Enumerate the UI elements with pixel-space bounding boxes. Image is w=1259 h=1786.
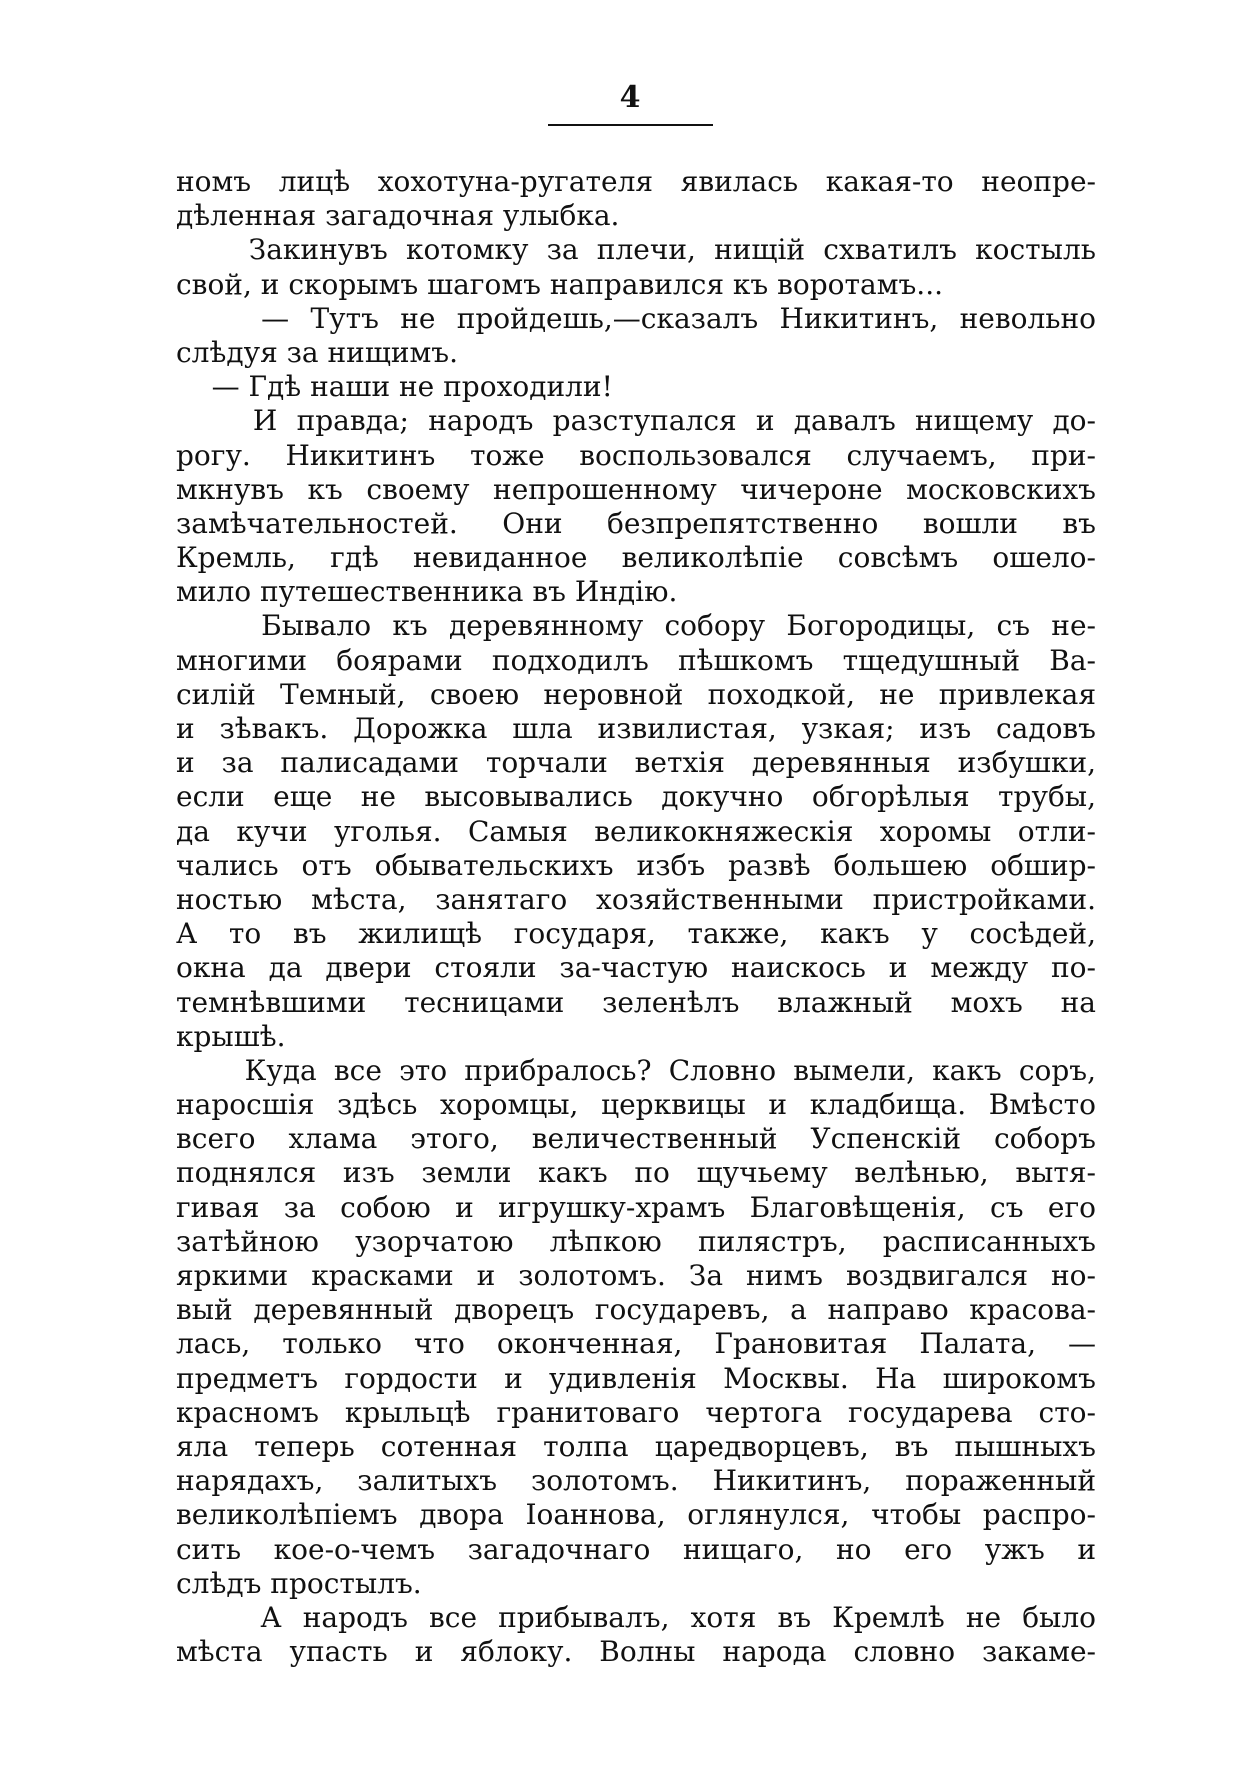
text-line: лась, только что оконченная, Грановитая Палата, — [176, 1327, 1096, 1361]
text-line: — Тутъ не пройдешь,—сказалъ Никитинъ, невольно [176, 301, 1096, 335]
page-number: 4 [619, 80, 641, 115]
text-line: крышѣ. [176, 1019, 286, 1053]
text-line: рогу. Никитинъ тоже воспользовался случаемъ, при- [176, 438, 1096, 472]
text-line: Кремль, гдѣ невиданное великолѣпіе совсѣмъ ошело- [176, 541, 1096, 575]
text-line: мкнувъ къ своему непрошенному чичероне московскихъ [176, 472, 1096, 506]
header-rule [548, 124, 713, 126]
text-line: поднялся изъ земли какъ по щучьему велѣнью, вытя- [176, 1156, 1096, 1190]
text-line: И правда; народъ разступался и давалъ нищему до- [176, 404, 1096, 438]
text-line: темнѣвшими тесницами зеленѣлъ влажный мохъ на [176, 985, 1096, 1019]
text-line: яркими красками и золотомъ. За нимъ воздвигался но- [176, 1259, 1096, 1292]
text-line: и за палисадами торчали ветхія деревянныя избушки, [176, 746, 1096, 780]
text-line: свой, и скорымъ шагомъ направился къ воротамъ... [176, 267, 944, 301]
text-line: слѣдуя за нищимъ. [176, 335, 459, 369]
text-line: затѣйною узорчатою лѣпкою пилястръ, расписанныхъ [176, 1224, 1096, 1258]
text-line: многими боярами подходилъ пѣшкомъ тщедушный Ва- [176, 643, 1096, 677]
text-line: Закинувъ котомку за плечи, нищій схватилъ костыль [176, 233, 1096, 267]
text-line: сить кое-о-чемъ загадочнаго нищаго, но его ужъ и [176, 1532, 1096, 1566]
text-line: предметъ гордости и удивленія Москвы. На широкомъ [176, 1361, 1096, 1395]
text-line: гивая за собою и игрушку-храмъ Благовѣщенія, съ его [176, 1190, 1096, 1224]
text-line: мило путешественника въ Индію. [176, 575, 678, 609]
text-line: ностью мѣста, занятаго хозяйственными пристройками. [176, 882, 1096, 916]
text-line: нарядахъ, залитыхъ золотомъ. Никитинъ, пораженный [176, 1464, 1096, 1498]
text-line: окна да двери стояли за-частую наискось и между по- [176, 951, 1096, 985]
text-line: силій Темный, своею неровной походкой, не привлекая [176, 677, 1096, 711]
text-line: яла теперь сотенная толпа царедворцевъ, въ пышныхъ [176, 1429, 1096, 1463]
text-line: если еще не высовывались докучно обгорѣлыя трубы, [176, 780, 1096, 814]
text-line: А то въ жилищѣ государя, также, какъ у сосѣдей, [176, 917, 1096, 951]
text-line: слѣдъ простылъ. [176, 1566, 422, 1600]
text-line: наросшія здѣсь хоромцы, церквицы и кладбища. Вмѣсто [176, 1088, 1096, 1122]
text-line: мѣста упасть и яблоку. Волны народа словно закаме- [176, 1635, 1096, 1669]
text-line: красномъ крыльцѣ гранитоваго чертога государева сто- [176, 1395, 1096, 1429]
text-line: номъ лицѣ хохотуна-ругателя явилась какая-то неопре- [176, 165, 1096, 198]
text-line: всего хлама этого, величественный Успенскій соборъ [176, 1122, 1096, 1156]
text-line: великолѣпіемъ двора Іоаннова, оглянулся, чтобы распро- [176, 1498, 1096, 1532]
text-line: Бывало къ деревянному собору Богородицы, съ не- [176, 609, 1096, 643]
text-line: — Гдѣ наши не проходили! [176, 370, 613, 404]
text-line: дѣленная загадочная улыбка. [176, 199, 620, 233]
text-line: да кучи уголья. Самыя великокняжескія хоромы отли- [176, 814, 1096, 848]
text-line: А народъ все прибывалъ, хотя въ Кремлѣ не было [176, 1600, 1096, 1634]
text-line: вый деревянный дворецъ государевъ, а направо красова- [176, 1293, 1096, 1327]
body-text [176, 165, 1096, 1669]
text-line: Куда все это прибралось? Словно вымели, какъ соръ, [176, 1053, 1096, 1087]
text-line: замѣчательностей. Они безпрепятственно вошли въ [176, 506, 1096, 540]
text-line: чались отъ обывательскихъ избъ развѣ большею обшир- [176, 848, 1096, 882]
text-line: и зѣвакъ. Дорожка шла извилистая, узкая; изъ садовъ [176, 712, 1096, 745]
